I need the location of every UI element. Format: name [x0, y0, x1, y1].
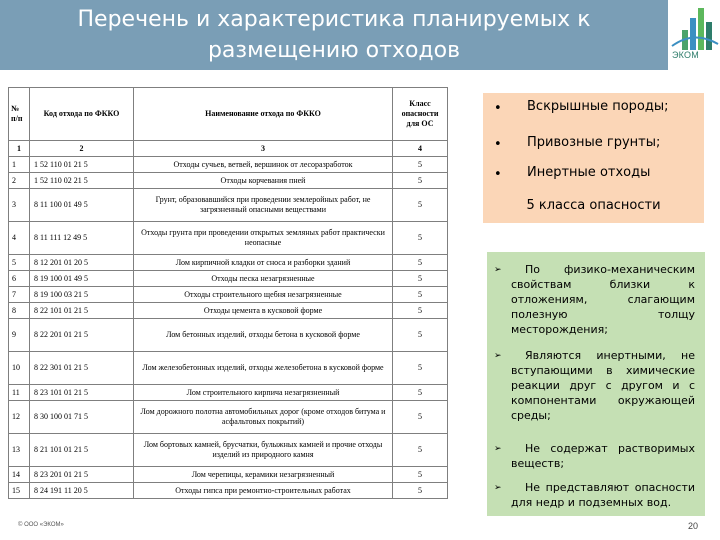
row-number: 10 — [9, 352, 30, 385]
waste-code: 8 22 201 01 21 5 — [30, 319, 134, 352]
table-row — [9, 483, 448, 499]
table-row — [9, 401, 448, 434]
row-number: 2 — [9, 173, 30, 189]
row-number: 3 — [9, 189, 30, 222]
row-number: 1 — [9, 157, 30, 173]
row-number: 6 — [9, 271, 30, 287]
hazard-class: 5 — [393, 385, 448, 401]
waste-name: Лом черепицы, керамики незагрязненный — [134, 467, 393, 483]
waste-name: Отходы сучьев, ветвей, вершинок от лесоразработок — [134, 157, 393, 173]
table-row — [9, 303, 448, 319]
row-number: 7 — [9, 287, 30, 303]
hazard-class: 5 — [393, 189, 448, 222]
hazard-class: 5 — [393, 401, 448, 434]
hazard-class: 5 — [393, 434, 448, 467]
hazard-class: 5 — [393, 319, 448, 352]
header-number: № п/п — [9, 88, 30, 141]
page-number: 20 — [688, 521, 699, 531]
waste-code: 8 23 101 01 21 5 — [30, 385, 134, 401]
waste-code: 1 52 110 02 21 5 — [30, 173, 134, 189]
table-row — [9, 385, 448, 401]
row-number: 8 — [9, 303, 30, 319]
arrow-bullet-icon: ➢ — [494, 350, 502, 360]
waste-name: Грунт, образовавшийся при проведении землеройных работ, не загрязненный опасными веществами — [134, 189, 393, 222]
properties-box — [487, 252, 705, 516]
table-row — [9, 189, 448, 222]
arrow-bullet-icon: ➢ — [494, 482, 502, 492]
waste-name: Лом железобетонных изделий, отходы железобетона в кусковой форме — [134, 352, 393, 385]
list-item: • Привозные грунты; — [494, 135, 661, 152]
row-number: 5 — [9, 255, 30, 271]
row-number: 9 — [9, 319, 30, 352]
waste-name: Лом строительного кирпича незагрязненный — [134, 385, 393, 401]
waste-code: 8 24 191 11 20 5 — [30, 483, 134, 499]
waste-name: Лом бетонных изделий, отходы бетона в кусковой форме — [134, 319, 393, 352]
index-cell: 4 — [393, 141, 448, 157]
row-number: 4 — [9, 222, 30, 255]
table-index-row — [9, 141, 448, 157]
table-row — [9, 352, 448, 385]
table-row — [9, 157, 448, 173]
table-row — [9, 222, 448, 255]
header-name: Наименование отхода по ФККО — [134, 88, 393, 141]
waste-code: 8 11 100 01 49 5 — [30, 189, 134, 222]
list-item: • Инертные отходы — [494, 165, 651, 182]
waste-name: Отходы корчевания пней — [134, 173, 393, 189]
waste-name: Отходы песка незагрязненные — [134, 271, 393, 287]
hazard-class: 5 — [393, 157, 448, 173]
hazard-class: 5 — [393, 255, 448, 271]
hazard-class: 5 — [393, 303, 448, 319]
table-row — [9, 467, 448, 483]
waste-name: Отходы цемента в кусковой форме — [134, 303, 393, 319]
waste-types-box — [483, 93, 704, 223]
row-number: 14 — [9, 467, 30, 483]
waste-code: 8 23 201 01 21 5 — [30, 467, 134, 483]
waste-name: Лом дорожного полотна автомобильных дорог (кроме отходов битума и асфальтовых покрытий) — [134, 401, 393, 434]
hazard-class: 5 — [393, 467, 448, 483]
hazard-class: 5 — [393, 271, 448, 287]
footer-copyright: © ООО «ЭКОМ» — [18, 522, 64, 528]
list-item: ➢ Не содержат растворимых веществ; — [494, 442, 695, 470]
index-cell: 2 — [30, 141, 134, 157]
bullet-icon: • — [494, 101, 502, 116]
row-number: 13 — [9, 434, 30, 467]
row-number: 15 — [9, 483, 30, 499]
waste-table — [8, 87, 447, 499]
waste-code: 8 11 111 12 49 5 — [30, 222, 134, 255]
table-row — [9, 173, 448, 189]
arrow-bullet-icon: ➢ — [494, 264, 502, 274]
table-row — [9, 434, 448, 467]
row-number: 12 — [9, 401, 30, 434]
slide-title: Перечень и характеристика планируемых к размещению отходов — [77, 7, 591, 63]
logo-text: ЭКОМ — [672, 50, 699, 60]
hazard-class-note: 5 класса опасности — [526, 198, 661, 213]
waste-name: Отходы гипса при ремонтно-строительных работах — [134, 483, 393, 499]
waste-name: Отходы строительного щебня незагрязненные — [134, 287, 393, 303]
waste-code: 8 30 100 01 71 5 — [30, 401, 134, 434]
header-class: Класс опасности для ОС — [393, 88, 448, 141]
hazard-class: 5 — [393, 222, 448, 255]
table-row — [9, 255, 448, 271]
hazard-class: 5 — [393, 483, 448, 499]
waste-code: 8 22 101 01 21 5 — [30, 303, 134, 319]
list-item: ➢ Являются инертными, не вступающими в химические реакции друг с другом и с компонентами окружающей среды; — [494, 349, 695, 422]
bullet-icon: • — [494, 137, 502, 152]
bullet-icon: • — [494, 167, 502, 182]
hazard-class: 5 — [393, 352, 448, 385]
arrow-bullet-icon: ➢ — [494, 443, 502, 453]
table-row — [9, 319, 448, 352]
list-item: • Вскрышные породы; — [494, 99, 669, 116]
hazard-class: 5 — [393, 173, 448, 189]
waste-name: Лом бортовых камней, брусчатки, булыжных камней и прочие отходы изделий из природного камня — [134, 434, 393, 467]
waste-code: 8 19 100 03 21 5 — [30, 287, 134, 303]
list-item: ➢ По физико-механическим свойствам близки к отложениям, слагающим полезную толщу месторождения; — [494, 263, 695, 336]
index-cell: 3 — [134, 141, 393, 157]
waste-code: 8 21 101 01 21 5 — [30, 434, 134, 467]
waste-code: 8 22 301 01 21 5 — [30, 352, 134, 385]
waste-code: 8 19 100 01 49 5 — [30, 271, 134, 287]
table-row — [9, 287, 448, 303]
waste-code: 1 52 110 01 21 5 — [30, 157, 134, 173]
table-row — [9, 271, 448, 287]
waste-name: Лом кирпичной кладки от сноса и разборки зданий — [134, 255, 393, 271]
table-header-row — [9, 88, 448, 141]
header-code: Код отхода по ФККО — [30, 88, 134, 141]
waste-name: Отходы грунта при проведении открытых земляных работ практически неопасные — [134, 222, 393, 255]
waste-code: 8 12 201 01 20 5 — [30, 255, 134, 271]
list-item: ➢ Не представляют опасности для недр и подземных вод. — [494, 481, 695, 509]
index-cell: 1 — [9, 141, 30, 157]
hazard-class: 5 — [393, 287, 448, 303]
row-number: 11 — [9, 385, 30, 401]
